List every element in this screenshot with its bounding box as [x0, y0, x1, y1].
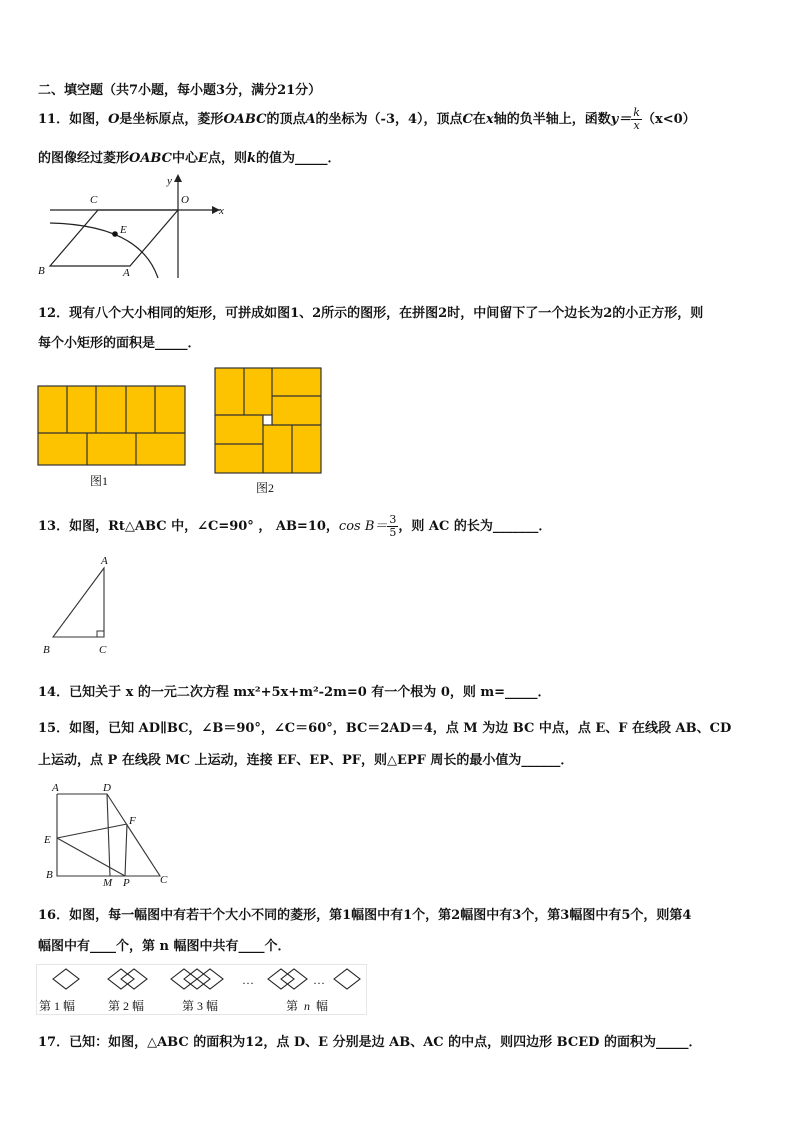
svg-text:第: 第 [286, 999, 299, 1013]
svg-text:第 3 幅: 第 3 幅 [182, 999, 219, 1013]
svg-text:E: E [44, 834, 51, 846]
q12-caption1: 图1 [90, 474, 109, 488]
section-title: 二、填空题（共7小题，每小题3分，满分21分） [38, 83, 322, 98]
q11-figure [30, 170, 240, 280]
q15-line1: 15．如图，已知 AD∥BC，∠B＝90°，∠C＝60°，BC＝2AD＝4，点 M 为边 BC 中点，点 E、F 在线段 AB、CD [38, 721, 732, 736]
q13-fraction: $\frac{3}{5}$ [389, 513, 397, 539]
q16-line1: 16．如图，每一幅图中有若干个大小不同的菱形，第1幅图中有1个，第2幅图中有3个，第3幅图中有5个，则第4 [38, 908, 692, 923]
svg-text:第 1 幅: 第 1 幅 [39, 999, 76, 1013]
svg-text:O: O [181, 194, 189, 206]
svg-text:第 2 幅: 第 2 幅 [108, 999, 145, 1013]
q12-figure2 [214, 367, 324, 475]
svg-text:x: x [219, 205, 224, 217]
svg-text:C: C [90, 194, 98, 206]
q13-line: 13．如图，Rt△ABC 中，∠C=90° ， AB=10，cos B＝ $\frac{3}{5}$ ，则 AC 的长为_______． [38, 513, 552, 539]
q12-line1: 12．现有八个大小相同的矩形，可拼成如图1、2所示的图形，在拼图2时，中间留下了一个边长为2的小正方形，则 [38, 306, 704, 321]
svg-text:C: C [99, 644, 107, 656]
q15-line2: 上运动，点 P 在线段 MC 上运动，连接 EF、EP、PF，则△EPF 周长的最小值为______． [38, 753, 574, 768]
svg-text:…: … [242, 973, 254, 987]
svg-text:B: B [38, 265, 45, 277]
q12-caption2: 图2 [256, 481, 275, 495]
svg-text:M: M [103, 877, 113, 889]
q16-figure [36, 964, 368, 1016]
q14-line: 14．已知关于 x 的一元二次方程 mx²+5x+m²-2m=0 有一个根为 0，则 m=_____． [38, 685, 551, 700]
svg-text:幅: 幅 [316, 999, 329, 1013]
q12-figure1 [37, 385, 187, 467]
svg-text:D: D [103, 782, 111, 794]
q16-line2: 幅图中有____个，第 n 幅图中共有____个． [38, 939, 291, 954]
svg-text:F: F [129, 815, 136, 827]
q17-line: 17．已知：如图，△ABC 的面积为12，点 D、E 分别是边 AB、AC 的中点，则四边形 BCED 的面积为_____． [38, 1035, 702, 1050]
q11-line2: 的图像经过菱形OABC中心E点，则k的值为_____． [38, 151, 341, 166]
svg-text:n: n [304, 999, 310, 1013]
svg-text:B: B [46, 869, 53, 881]
svg-text:A: A [101, 555, 108, 567]
svg-text:P: P [123, 877, 130, 889]
q12-line2: 每个小矩形的面积是_____． [38, 336, 201, 351]
q11-fraction: $\frac{k}{x}$ [633, 106, 640, 132]
q11-line1: 11．如图，O是坐标原点，菱形OABC的顶点A的坐标为（-3，4），顶点C在x轴的负半轴上，函数y＝ $\frac{k}{x}$ （x<0） [38, 106, 696, 132]
svg-text:B: B [43, 644, 50, 656]
svg-text:C: C [160, 874, 168, 886]
svg-text:E: E [120, 224, 127, 236]
q15-figure [40, 780, 180, 890]
svg-text:y: y [167, 175, 172, 187]
svg-text:…: … [313, 973, 325, 987]
svg-text:A: A [123, 267, 130, 279]
q13-figure [40, 556, 120, 661]
svg-text:A: A [52, 782, 59, 794]
